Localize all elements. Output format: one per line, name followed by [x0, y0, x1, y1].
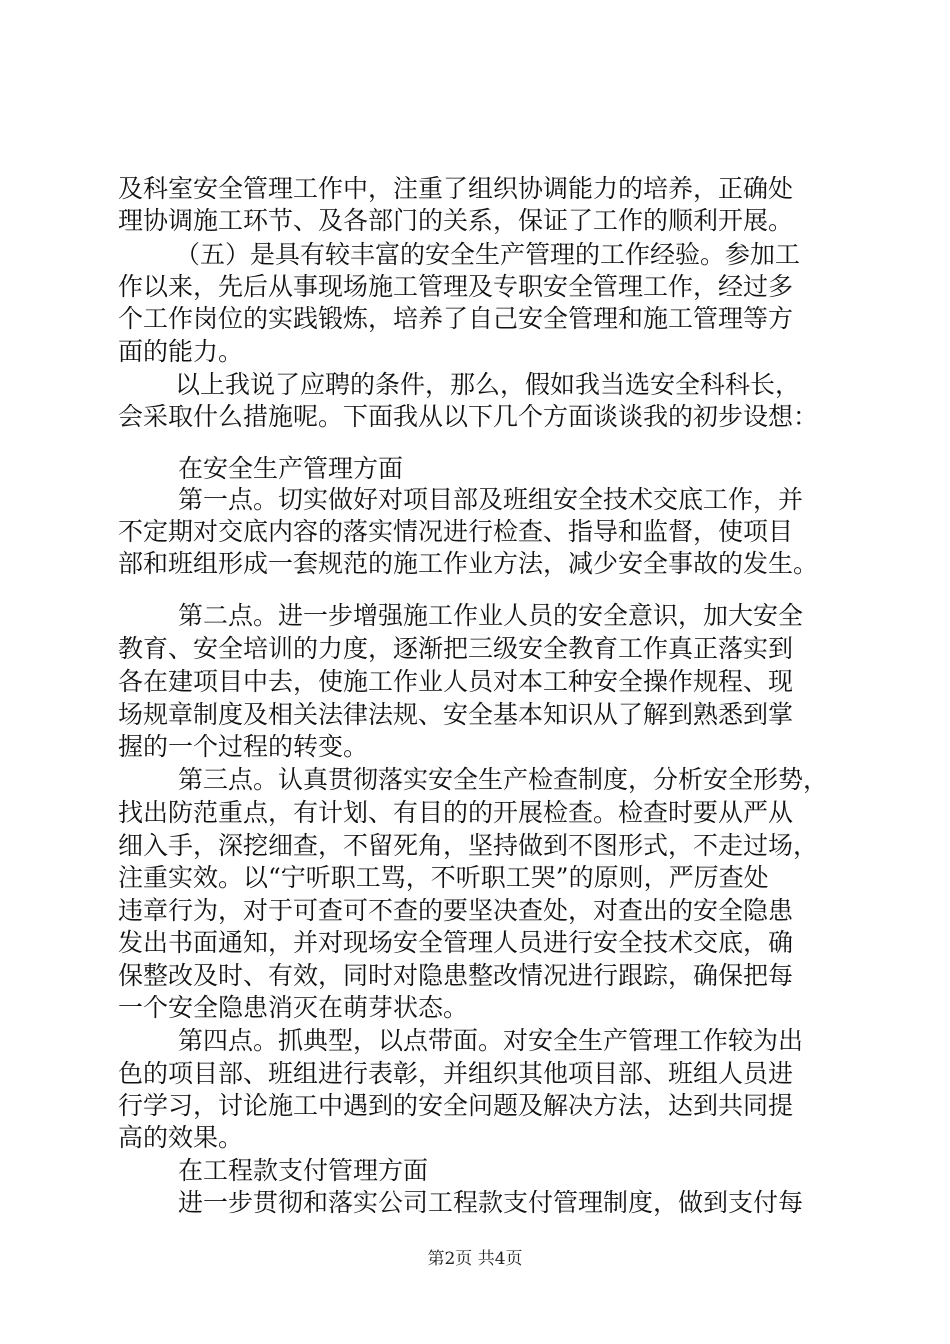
- text-line: 作以来，先后从事现场施工管理及专职安全管理工作，经过多: [118, 272, 794, 301]
- text-line: 以上我说了应聘的条件，那么，假如我当选安全科科长，: [175, 370, 801, 399]
- text-line: 个工作岗位的实践锻炼，培养了自己安全管理和施工管理等方: [118, 304, 794, 333]
- text-line: 各在建项目中去，使施工作业人员对本工种安全操作规程、现: [118, 667, 794, 696]
- text-line: 第一点。切实做好对项目部及班组安全技术交底工作，并: [178, 485, 804, 514]
- text-line: 违章行为，对于可查可不查的要坚决查处，对查出的安全隐患: [118, 896, 794, 925]
- text-line: 部和班组形成一套规范的施工作业方法，减少安全事故的发生。: [118, 549, 819, 578]
- text-line: 握的一个过程的转变。: [118, 732, 369, 761]
- text-line: 第四点。抓典型，以点带面。对安全生产管理工作较为出: [178, 1026, 804, 1055]
- text-line: 保整改及时、有效，同时对隐患整改情况进行跟踪，确保把每: [118, 961, 794, 990]
- text-line: 教育、安全培训的力度，逐渐把三级安全教育工作真正落实到: [118, 634, 794, 663]
- text-line: 不定期对交底内容的落实情况进行检查、指导和监督，使项目: [118, 517, 794, 546]
- text-line: （五）是具有较丰富的安全生产管理的工作经验。参加工: [175, 240, 801, 269]
- section-heading: 在工程款支付管理方面: [178, 1156, 429, 1185]
- text-line: 一个安全隐患消灭在萌芽状态。: [118, 993, 469, 1022]
- text-line: 细入手，深挖细查，不留死角，坚持做到不图形式，不走过场，: [118, 831, 819, 860]
- text-line: 第三点。认真贯彻落实安全生产检查制度，分析安全形势，: [178, 765, 829, 794]
- text-line: 第二点。进一步增强施工作业人员的安全意识，加大安全: [178, 601, 804, 630]
- page-number-footer: 第2页 共4页: [427, 1249, 523, 1269]
- section-heading: 在安全生产管理方面: [178, 454, 404, 483]
- text-line: 进一步贯彻和落实公司工程款支付管理制度，做到支付每: [178, 1188, 804, 1217]
- text-line: 及科室安全管理工作中，注重了组织协调能力的培养，正确处: [118, 174, 794, 203]
- text-line: 行学习，讨论施工中遇到的安全问题及解决方法，达到共同提: [118, 1091, 794, 1120]
- text-line: 面的能力。: [118, 337, 244, 366]
- text-line: 色的项目部、班组进行表彰，并组织其他项目部、班组人员进: [118, 1059, 794, 1088]
- text-line: 发出书面通知，并对现场安全管理人员进行安全技术交底，确: [118, 928, 794, 957]
- text-line: 会采取什么措施呢。下面我从以下几个方面谈谈我的初步设想：: [118, 402, 819, 431]
- text-line: 高的效果。: [118, 1123, 244, 1152]
- text-line: 找出防范重点，有计划、有目的的开展检查。检查时要从严从: [118, 798, 794, 827]
- text-line: 理协调施工环节、及各部门的关系，保证了工作的顺利开展。: [118, 206, 794, 235]
- text-line: 注重实效。以“宁听职工骂，不听职工哭”的原则，严厉查处: [118, 863, 769, 892]
- text-line: 场规章制度及相关法律法规、安全基本知识从了解到熟悉到掌: [118, 700, 794, 729]
